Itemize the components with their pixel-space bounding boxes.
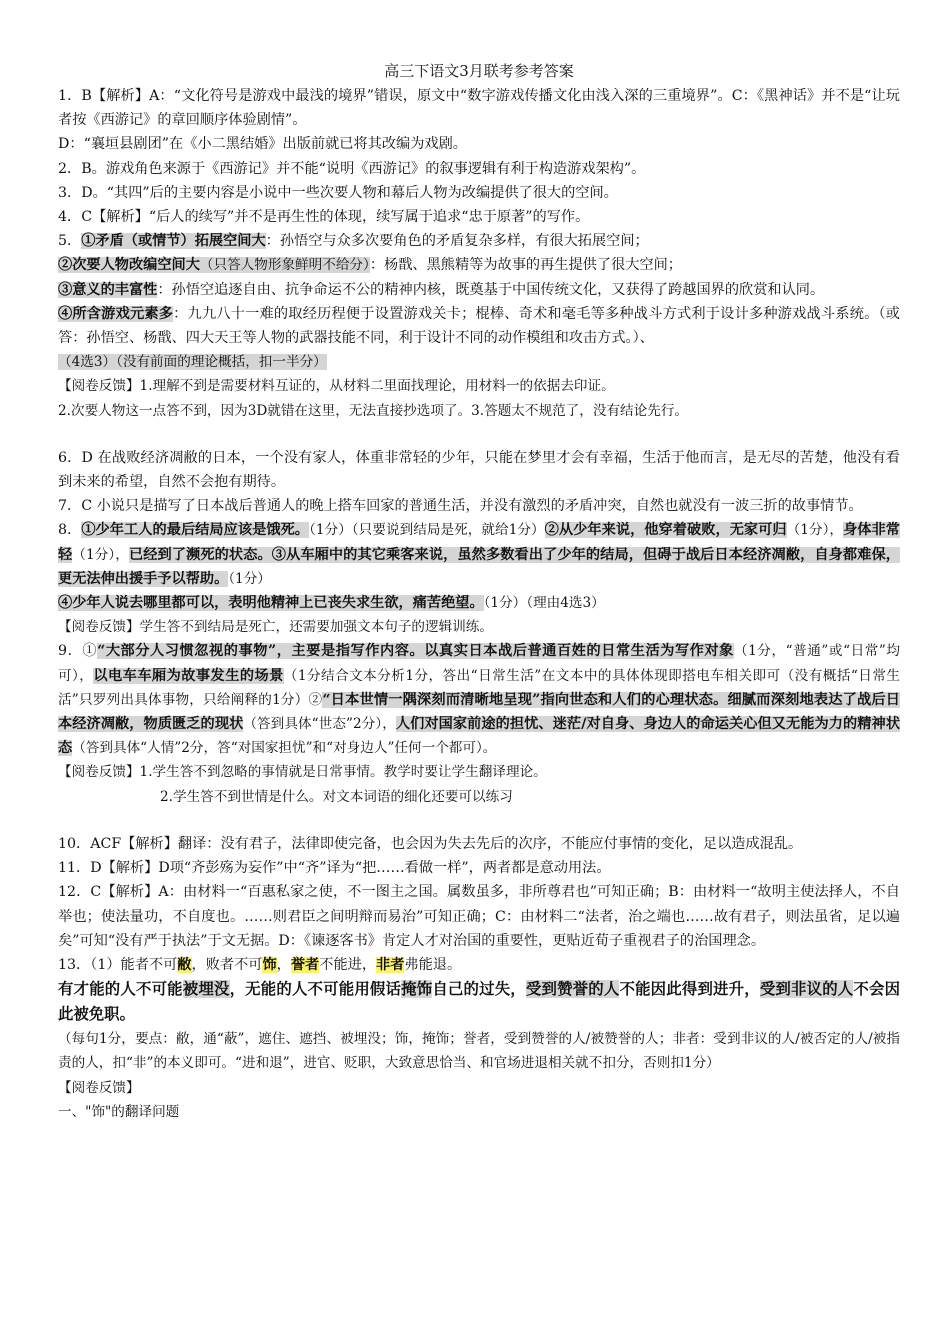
text: 13．（1）能者不可 [58, 956, 178, 973]
text: 弗能退。 [404, 956, 462, 973]
answer-2: 2．B。游戏角色来源于《西游记》并不能“说明《西游记》的叙事逻辑有利于构造游戏架构”。 [58, 160, 646, 177]
spacer [58, 423, 900, 446]
answer-9 [58, 639, 900, 760]
key-point: 身体非常轻 [58, 522, 900, 563]
text: ， [276, 956, 291, 973]
key-point: ②从少年来说，他穿着破败，无家可归 [544, 522, 787, 539]
scoring-note: （答到具体“人情”2分，答“对国家担忧”和“对身边人”任何一个都可）。 [72, 740, 497, 757]
text: 不能因此得到进升， [619, 980, 760, 999]
key-point: “日本世情一隅深刻而清晰地呈现”指向世态和人们的心理状态。细腻而深刻地表达了战后日本经济凋敝，物质匮乏的现状 [58, 691, 900, 733]
answer-5-point-1 [58, 229, 900, 253]
scoring-note: （1分结合文本分析1分，答出“日常生活”在文本中的具体体现即搭电车相关即可（没有概括“日常生活”只罗列出具体事物，只给阐释的1分）② [58, 667, 900, 708]
feedback-9-a: 【阅卷反馈】1.学生答不到忽略的事情就是日常事情。教学时要让学生翻译理论。 [58, 764, 547, 781]
answer-document [58, 60, 900, 1124]
answer-6: 6．D 在战败经济凋敝的日本，一个没有家人，体重非常轻的少年，只能在梦里才会有幸福，生活于他而言，是无尽的苦楚，他没有看到未来的希望，自然不会抱有期待。 [58, 449, 900, 491]
feedback-8: 【阅卷反馈】学生答不到结局是死亡，还需要加强文本句子的逻辑训练。 [58, 619, 493, 636]
key-point: ①矛盾（或情节）拓展空间大 [81, 233, 266, 250]
text: 有才能的人不可能 [58, 980, 183, 999]
key-point: 受到赞誉的人 [525, 980, 620, 999]
answer-1: 1．B【解析】A：“文化符号是游戏中最浅的境界”错误，原文中“数字游戏传播文化由浅入深的三重境界”。C：《黑神话》并不是“让玩者按《西游记》的章回顺序体验剧情”。 [58, 88, 900, 129]
scoring-note: （答到具体“世态”2分）， [243, 716, 396, 733]
answer-13-original [58, 953, 900, 977]
key-point: 人们对国家前途的担忧、迷茫/对自身、身边人的命运关心但又无能为力的精神状态 [58, 716, 901, 757]
key-point: 掩饰 [401, 980, 433, 999]
text: ，败者不可 [191, 956, 263, 973]
key-point: ②次要人物改编空间大 [58, 257, 200, 274]
key-point: ④少年人说去哪里都可以，表明他精神上已丧失求生欲，痛苦绝望。 [58, 595, 484, 612]
scoring-note: （1分）， [786, 522, 844, 539]
spacer [58, 809, 900, 832]
text: 自己的过失， [432, 980, 526, 999]
answer-5-scoring [58, 350, 900, 374]
key-point: 受到非议的人 [759, 980, 854, 999]
feedback-9-b: 2.学生答不到世情是什么。对文本词语的细化还要可以练习 [160, 788, 513, 805]
text: ，无能的人不可能用假话 [229, 980, 402, 999]
feedback-5-a: 【阅卷反馈】1.理解不到是需要材料互证的，从材料二里面找理论，用材料一的依据去印证。 [58, 378, 615, 395]
key-point: 被埋没 [182, 980, 230, 999]
answer-3: 3．D。“其四”后的主要内容是小说中一些次要人物和幕后人物为改编提供了很大的空间。 [58, 184, 618, 201]
key-point: 已经到了濒死的状态。 [128, 546, 272, 563]
explanation: ：九九八十一难的取经历程便于设置游戏关卡；棍棒、奇术和毫毛等多种战斗方式利于设计多种游戏战斗系统。（或答：孙悟空、杨戬、四大天王等人物的武器技能不同，利于设计不同的动作模组和攻击方式。）、 [58, 305, 900, 347]
explanation: ：孙悟空追逐自由、抗争命运不公的精神内核，既奠基于中国传统文化，又获得了跨越国界的欣赏和认同。 [157, 281, 825, 298]
text: 不能进， [319, 956, 377, 973]
answer-4: 4．C【解析】“后人的续写”并不是再生性的体现，续写属于追求“忠于原著”的写作。 [58, 209, 590, 226]
highlight-word: 敝 [177, 956, 192, 973]
feedback-13: 【阅卷反馈】 [58, 1079, 140, 1096]
answer-number: 9．① [58, 643, 98, 660]
answer-10: 10．ACF【解析】翻译：没有君子，法律即使完备，也会因为失去先后的次序，不能应付事情的变化，足以造成混乱。 [58, 835, 803, 852]
answer-5-point-4 [58, 302, 900, 350]
answer-number: 5． [58, 233, 82, 250]
scoring-note: （1分） [228, 570, 271, 587]
highlight-word: 誉者 [290, 956, 320, 973]
scoring-note: （1分）（理由4选3） [483, 595, 605, 612]
highlight-word: 饰 [262, 956, 277, 973]
key-point: ④所含游戏元素多 [58, 305, 174, 322]
key-point: ③意义的丰富性 [58, 281, 158, 298]
answer-8 [58, 518, 900, 591]
scoring-note: （1分）， [72, 546, 129, 563]
highlight-word: 非者 [376, 956, 405, 973]
answer-7: 7．C 小说只是描写了日本战后普通人的晚上搭车回家的普通生活，并没有激烈的矛盾冲突，自然也就没有一波三折的故事情节。 [58, 498, 863, 515]
explanation: ：孙悟空与众多次要角色的矛盾复杂多样，有很大拓展空间； [265, 233, 649, 250]
scoring-note: （1分）（只要说到结局是死，就给1分） [309, 522, 545, 539]
page-title: 高三下语文3月联考参考答案 [384, 62, 574, 80]
key-point: 以电车车厢为故事发生的场景 [93, 667, 284, 684]
answer-number: 8． [58, 522, 82, 539]
key-point: ①少年工人的最后结局应该是饿死。 [81, 522, 310, 539]
answer-12: 12．C【解析】A：由材料一“百惠私家之使，不一图主之国。属数虽多，非所尊君也”可知正确；B：由材料一“故明主使法择人，不自举也；使法量功，不自度也。……则君臣之间明辩而易治”可知正确；C：由材料二“法者，治之端也……故有君子，则法虽省，足以遍矣”可知“没有严于执法”于文无据。D：《谏逐客书》肯定人才对治国的重要性，更贴近荀子重视君子的治国理念。 [58, 884, 900, 949]
text: 不会因此被免职。 [58, 980, 900, 1024]
answer-5-point-2 [58, 253, 900, 277]
answer-1-cont: D：“襄垣县剧团”在《小二黑结婚》出版前就已将其改编为戏剧。 [58, 136, 467, 153]
scoring-note: （1分，“普通”或“日常”均可）， [58, 643, 901, 684]
answer-5-point-3 [58, 278, 900, 302]
answer-8-point-4 [58, 591, 900, 615]
key-point: “大部分人习惯忽视的事物”，主要是指写作内容。以真实日本战后普通百姓的日常生活为写作对象 [97, 643, 734, 660]
explanation: ：杨戬、黑熊精等为故事的再生提供了很大空间； [369, 257, 682, 274]
scoring-note: （只答人物形象鲜明不给分） [199, 257, 370, 274]
answer-11: 11．D【解析】D项“齐彭殇为妄作”中“齐”译为“把……看做一样”，两者都是意动用法。 [58, 860, 611, 877]
key-point: ③从车厢中的其它乘客来说，虽然多数看出了少年的结局，但碍于战后日本经济凋敝，自身都难保，更无法伸出援手予以帮助。 [58, 546, 900, 587]
feedback-13-item-1: 一、"饰"的翻译问题 [58, 1103, 180, 1120]
answer-13-scoring: （每句1分，要点：敝，通“蔽”，遮住、遮挡、被埋没；饰，掩饰；誉者，受到赞誉的人/被赞誉的人；非者：受到非议的人/被否定的人/被指责的人，扣“非”的本义即可。“进和退”，进官、贬职，大致意思恰当、和官场进退相关就不扣分，否则扣1分） [58, 1031, 900, 1072]
feedback-5-b: 2.次要人物这一点答不到，因为3D就错在这里，无法直接抄选项了。3.答题太不规范了，没有结论先行。 [58, 402, 689, 419]
scoring-note: （4选3）（没有前面的理论概括，扣一半分） [58, 354, 327, 371]
answer-13-translation [58, 977, 900, 1027]
